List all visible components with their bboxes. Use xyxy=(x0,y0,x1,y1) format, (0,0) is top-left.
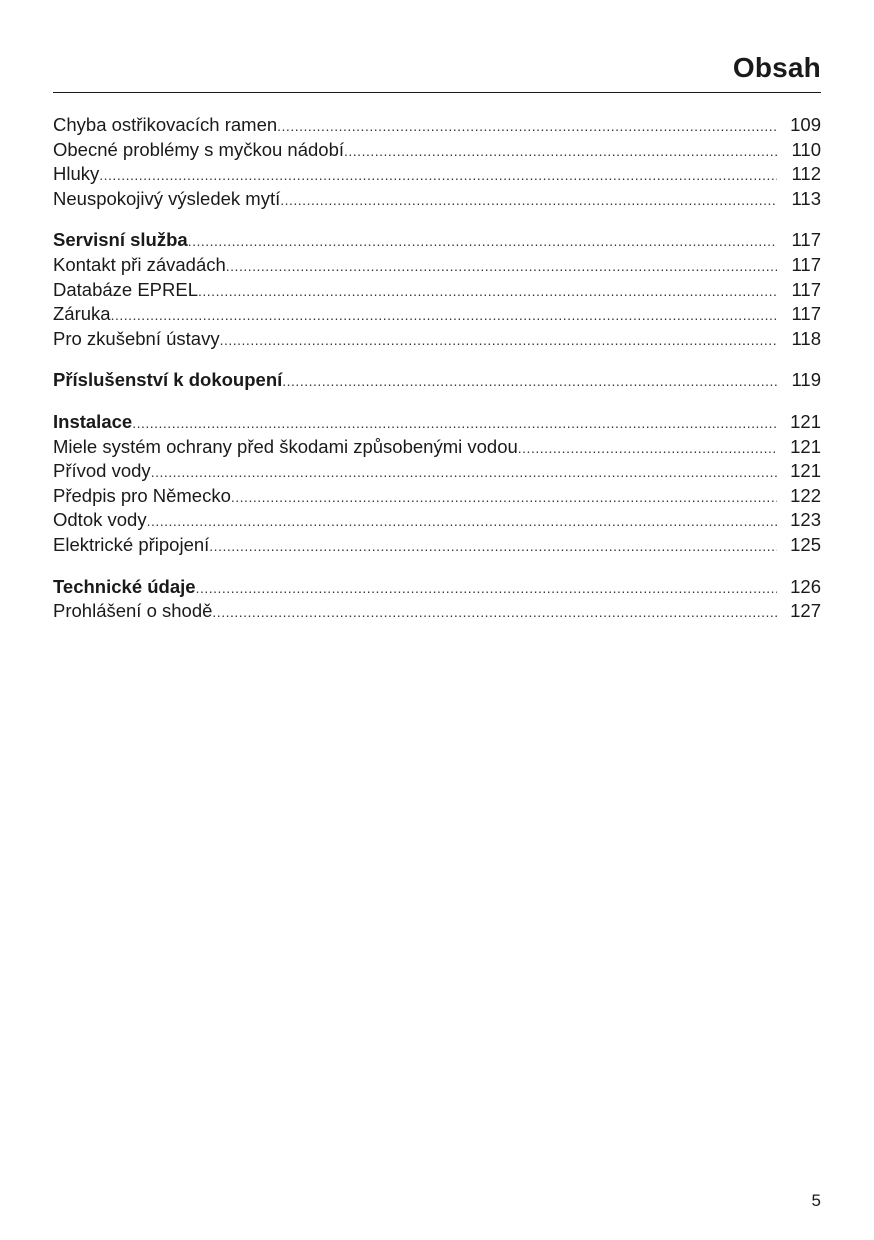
toc-entry[interactable] xyxy=(53,533,821,558)
toc-entry-page: 117 xyxy=(791,253,821,275)
toc-entry[interactable] xyxy=(53,327,821,352)
toc-entry-label: Záruka xyxy=(53,303,111,325)
dot-leader xyxy=(518,436,777,460)
toc-entry-page: 121 xyxy=(790,410,821,432)
toc-entry[interactable] xyxy=(53,484,821,509)
toc-section-heading[interactable] xyxy=(53,575,821,600)
toc-entry[interactable] xyxy=(53,278,821,303)
toc-entry[interactable] xyxy=(53,508,821,533)
toc-entry-page: 123 xyxy=(790,509,821,531)
toc-entry-page: 119 xyxy=(791,369,821,391)
toc-entry-page: 117 xyxy=(791,303,821,325)
dot-leader xyxy=(282,369,777,393)
toc-section-heading[interactable] xyxy=(53,410,821,435)
toc-group xyxy=(53,368,821,393)
toc-entry-page: 117 xyxy=(791,278,821,300)
toc-entry-label: Instalace xyxy=(53,410,133,432)
toc-entry[interactable] xyxy=(53,113,821,138)
dot-leader xyxy=(231,485,777,509)
dot-leader xyxy=(280,188,777,212)
toc-entry-label: Předpis pro Německo xyxy=(53,484,231,506)
toc-entry[interactable] xyxy=(53,253,821,278)
toc-entry-label: Servisní služba xyxy=(53,229,188,251)
toc-entry-label: Prohlášení o shodě xyxy=(53,600,213,622)
toc-entry-label: Přívod vody xyxy=(53,460,151,482)
toc-section-heading[interactable] xyxy=(53,228,821,253)
toc-entry-page: 113 xyxy=(791,187,821,209)
toc-group xyxy=(53,575,821,624)
toc-entry-page: 117 xyxy=(791,229,821,251)
toc-entry-label: Obecné problémy s myčkou nádobí xyxy=(53,138,345,160)
toc-entry-label: Chyba ostřikovacích ramen xyxy=(53,114,278,135)
toc-entry-label: Pro zkušební ústavy xyxy=(53,327,220,349)
toc-entry-label: Kontakt při závadách xyxy=(53,253,226,275)
toc-entry-page: 125 xyxy=(790,533,821,555)
toc-entry-label: Elektrické připojení xyxy=(53,533,210,555)
toc-entry-label: Databáze EPREL xyxy=(53,278,199,300)
toc-entry[interactable] xyxy=(53,187,821,212)
toc-entry[interactable] xyxy=(53,138,821,163)
dot-leader xyxy=(196,576,777,600)
toc-entry-label: Příslušenství k dokoupení xyxy=(53,369,283,391)
toc-group xyxy=(53,228,821,351)
dot-leader xyxy=(344,139,777,163)
toc-entry-page: 121 xyxy=(790,460,821,482)
toc-entry[interactable] xyxy=(53,302,821,327)
dot-leader xyxy=(147,509,777,533)
dot-leader xyxy=(198,279,777,303)
toc-group xyxy=(53,113,821,211)
toc-entry-label: Hluky xyxy=(53,163,100,185)
toc-entry-page: 122 xyxy=(790,484,821,506)
dot-leader xyxy=(151,460,777,484)
toc-section-heading[interactable] xyxy=(53,368,821,393)
toc-entry-page: 110 xyxy=(791,138,821,160)
toc-entry[interactable] xyxy=(53,599,821,624)
toc-entry-label: Miele systém ochrany před škodami způsobenými vodou xyxy=(53,435,518,457)
dot-leader xyxy=(99,163,777,187)
toc-group xyxy=(53,410,821,558)
page-title: Obsah xyxy=(732,52,821,83)
title-divider xyxy=(53,92,821,93)
dot-leader xyxy=(212,600,777,624)
dot-leader xyxy=(220,328,777,352)
toc-entry-page: 121 xyxy=(790,435,821,457)
dot-leader xyxy=(277,114,777,138)
dot-leader xyxy=(209,534,777,558)
toc-entry-label: Neuspokojivý výsledek mytí xyxy=(53,187,281,209)
dot-leader xyxy=(111,303,777,327)
toc-entry-page: 126 xyxy=(790,575,821,597)
toc-entry-page: 112 xyxy=(791,163,821,185)
toc-entry-page: 118 xyxy=(791,327,821,349)
dot-leader xyxy=(132,411,777,435)
dot-leader xyxy=(226,254,777,278)
toc-entry-label: Technické údaje xyxy=(53,575,196,597)
toc-entry-label: Odtok vody xyxy=(53,509,147,531)
toc-entry[interactable] xyxy=(53,162,821,187)
toc-entry-page: 109 xyxy=(790,114,821,135)
table-of-contents xyxy=(53,113,821,641)
toc-entry-page: 127 xyxy=(790,600,821,622)
toc-entry[interactable] xyxy=(53,435,821,460)
toc-entry[interactable] xyxy=(53,459,821,484)
page-number: 5 xyxy=(811,1191,821,1210)
dot-leader xyxy=(188,229,777,253)
